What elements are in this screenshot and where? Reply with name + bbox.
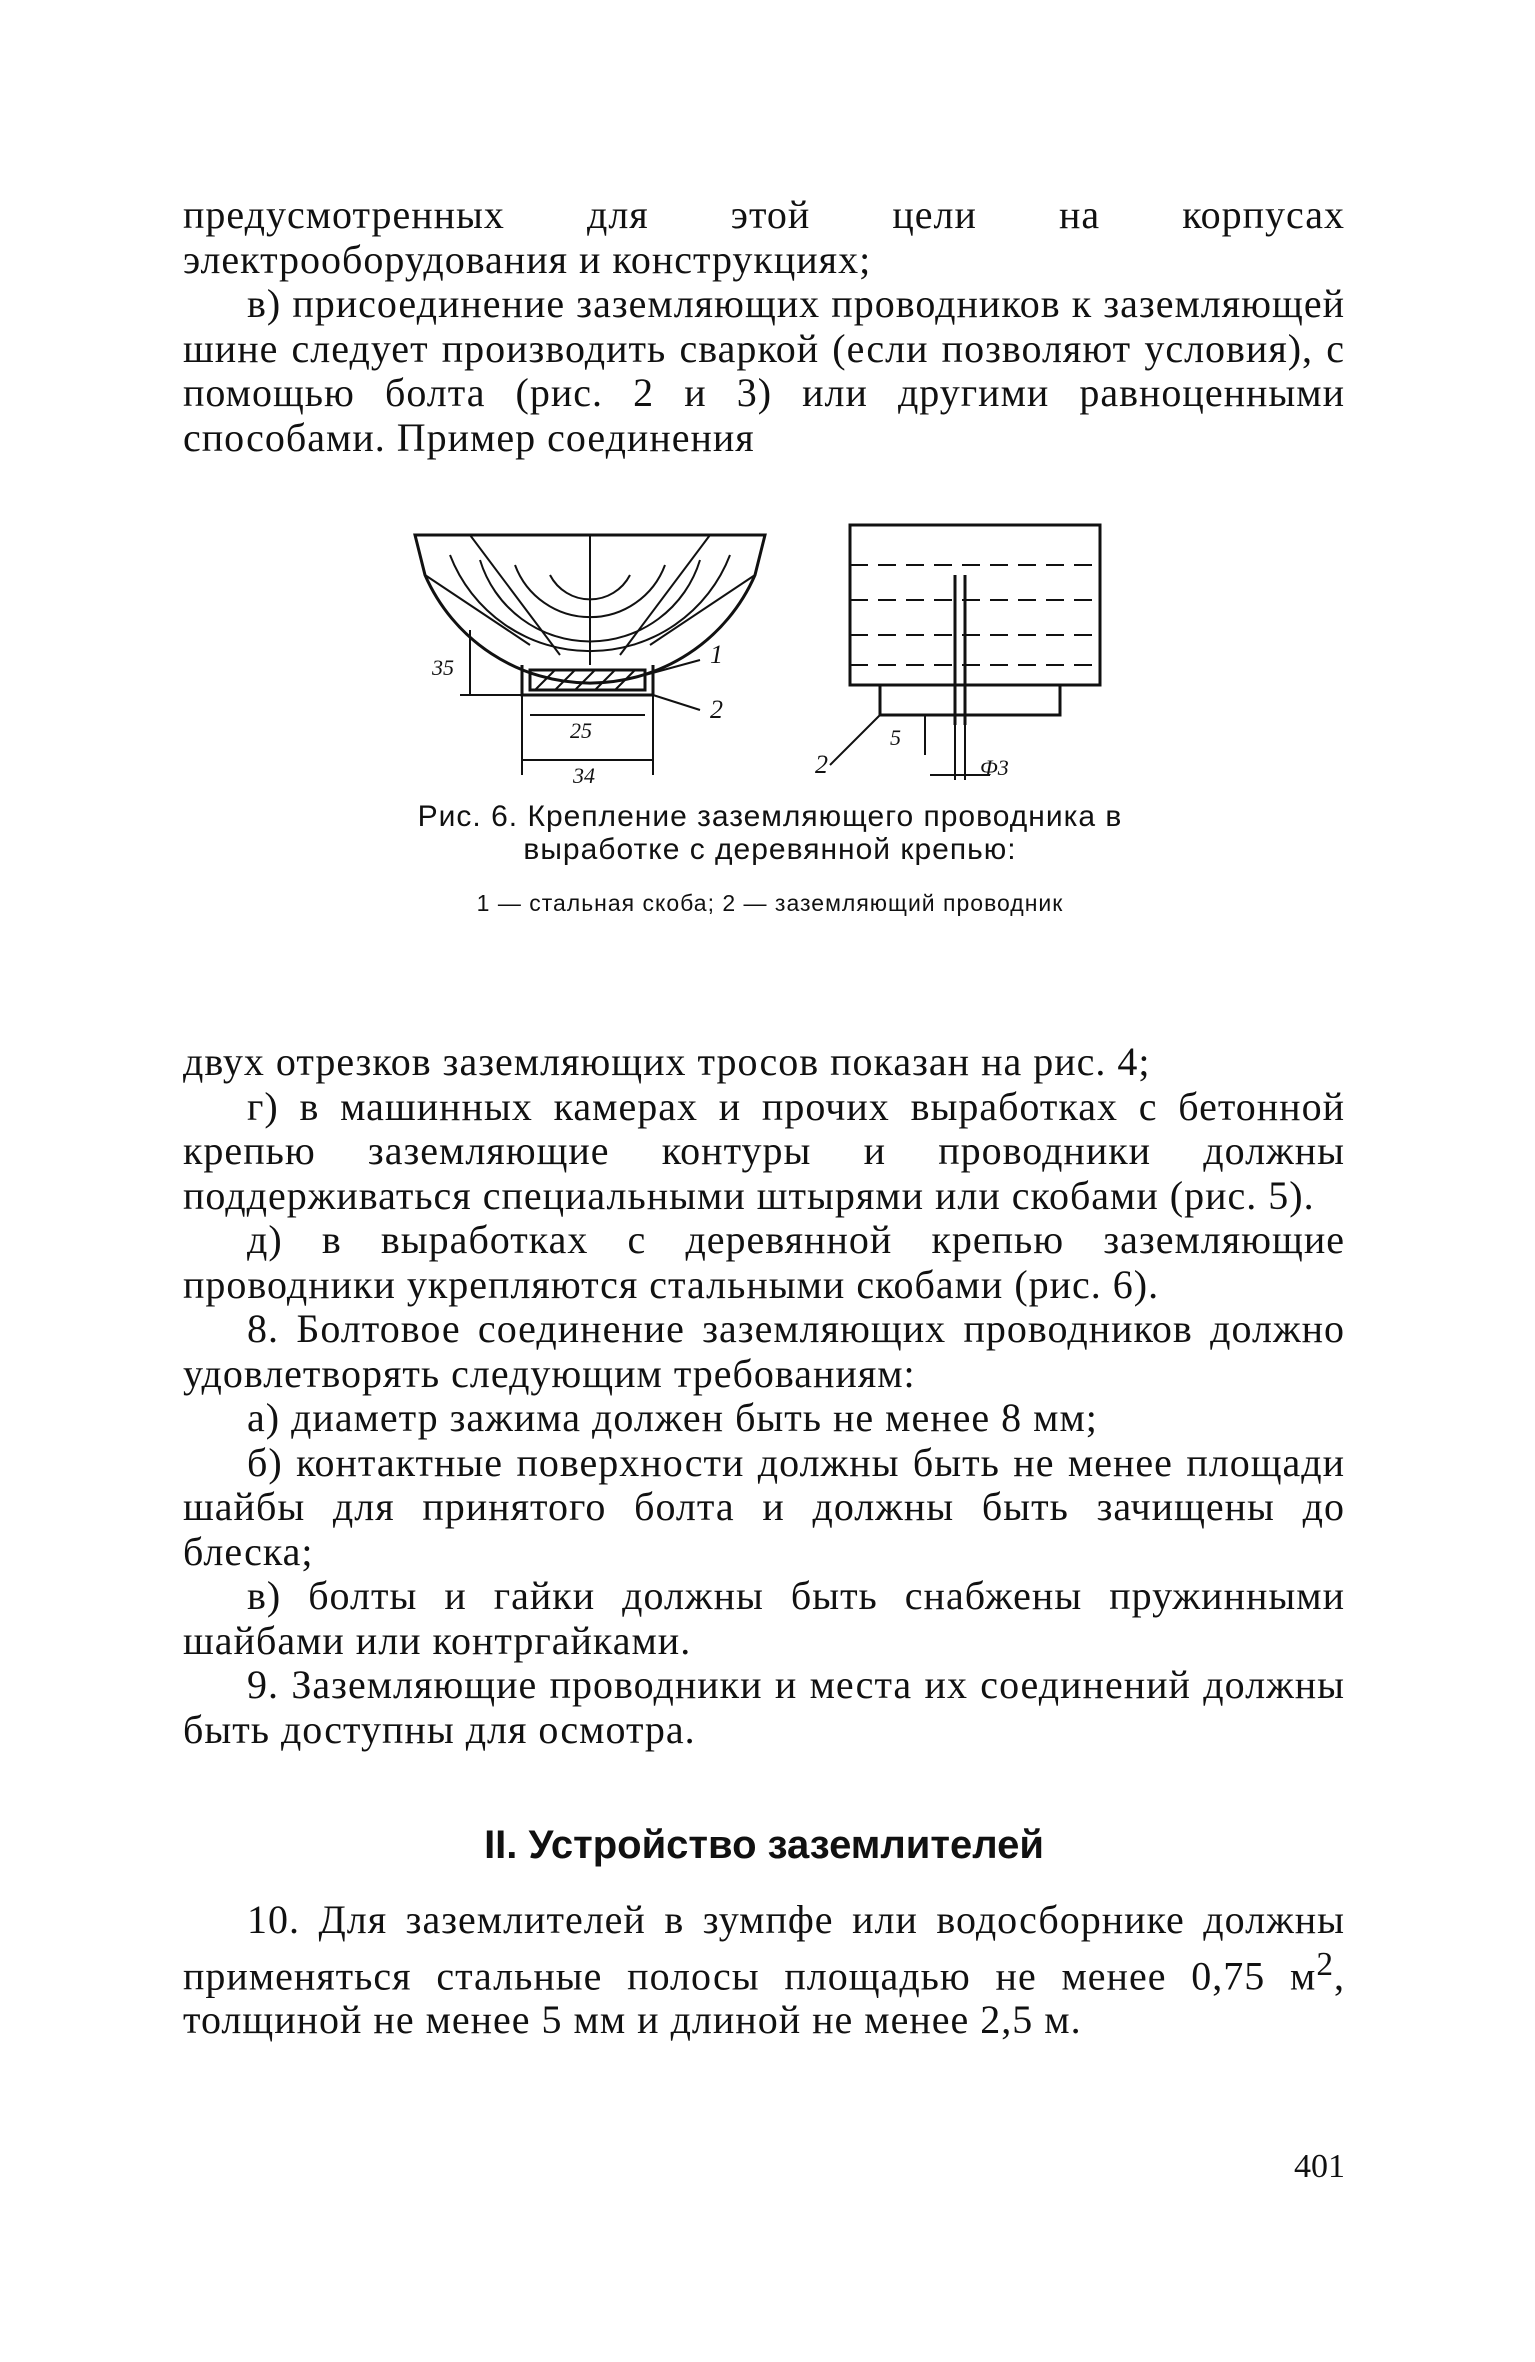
paragraph-10-after: , толщиной не менее 5 мм и длиной не менее 2,5 м. — [183, 1952, 1345, 2043]
paragraph-10 — [183, 1898, 1345, 2043]
paragraph: 8. Болтовое соединение заземляющих проводников должно удовлетворять следующим требованиям: — [183, 1306, 1345, 1396]
dim-5: 5 — [890, 725, 901, 750]
figure-caption — [410, 800, 1130, 916]
section-heading: II. Устройство заземлителей — [484, 1823, 1044, 1867]
paragraph: предусмотренных для этой цели на корпусах электрооборудования и конструкциях; — [183, 192, 1345, 282]
dim-diameter-3: Ф3 — [980, 755, 1009, 780]
paragraph: б) контактные поверхности должны быть не менее площади шайбы для принятого болта и должны быть зачищены до блеска; — [183, 1439, 1345, 1574]
superscript: 2 — [1316, 1945, 1334, 1983]
paragraph: в) болты и гайки должны быть снабжены пружинными шайбами или контргайками. — [183, 1573, 1345, 1663]
mid-text-block — [183, 1040, 1345, 1752]
paragraph: двух отрезков заземляющих тросов показан на рис. 4; — [183, 1039, 1151, 1084]
figure-drawing — [410, 515, 1150, 795]
staple-leg — [955, 575, 965, 725]
caption-main — [410, 800, 1130, 866]
paragraph: г) в машинных камерах и прочих выработках с бетонной крепью заземляющие контуры и проводники должны поддерживаться специальными штырями или скобами (рис. 5). — [183, 1083, 1345, 1218]
dim-34: 34 — [573, 763, 595, 788]
caption-text: Крепление заземляющего проводника в выработке с деревянной крепью: — [523, 800, 1123, 866]
label-2-right: 2 — [815, 750, 828, 779]
page-number: 401 — [1294, 2148, 1345, 2185]
figure-6 — [410, 515, 1150, 995]
paragraph: в) присоединение заземляющих проводников к заземляющей шине следует производить сваркой (если позволяют условия), с помощью болта (рис. 2 и 3) или другими равноценными способами. Пример соединения — [183, 281, 1345, 460]
paragraph: д) в выработках с деревянной крепью заземляющие проводники укрепляются стальными скобами (рис. 6). — [183, 1217, 1345, 1307]
timber-side — [850, 525, 1100, 685]
label-2: 2 — [710, 695, 723, 724]
top-text-block — [183, 193, 1345, 460]
label-1: 1 — [710, 640, 723, 669]
caption-legend: 1 — стальная скоба; 2 — заземляющий проводник — [476, 890, 1064, 916]
final-text-block — [183, 1898, 1345, 2043]
paragraph: а) диаметр зажима должен быть не менее 8 мм; — [247, 1395, 1098, 1440]
paragraph: 9. Заземляющие проводники и места их соединений должны быть доступны для осмотра. — [183, 1662, 1345, 1752]
paragraph-10-before: 10. Для заземлителей в зумпфе или водосборнике должны применяться стальные полосы площадью не менее 0,75 м — [183, 1897, 1345, 1998]
dim-35: 35 — [432, 655, 454, 680]
dim-25: 25 — [570, 718, 592, 743]
caption-prefix: Рис. 6. — [417, 800, 519, 833]
